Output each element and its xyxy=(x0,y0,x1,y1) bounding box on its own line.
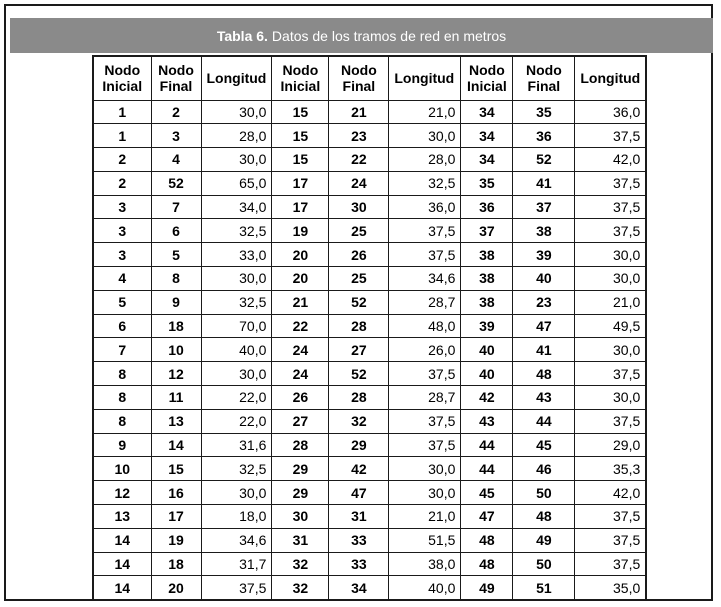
cell-nodo-inicial: 21 xyxy=(272,290,329,314)
header-longitud: Longitud xyxy=(389,56,461,100)
cell-longitud: 28,7 xyxy=(389,290,461,314)
header-nodo-final: Nodo Final xyxy=(513,56,575,100)
cell-nodo-inicial: 8 xyxy=(93,409,151,433)
cell-nodo-inicial: 24 xyxy=(272,362,329,386)
cell-longitud: 48,0 xyxy=(389,314,461,338)
cell-longitud: 30,0 xyxy=(575,338,646,362)
cell-longitud: 37,5 xyxy=(575,219,646,243)
table-row xyxy=(93,100,646,124)
table-row xyxy=(93,314,646,338)
cell-nodo-inicial: 1 xyxy=(93,100,151,124)
table-caption-label: Tabla 6. xyxy=(216,27,268,44)
cell-nodo-inicial: 14 xyxy=(93,528,151,552)
cell-longitud: 29,0 xyxy=(575,433,646,457)
cell-nodo-inicial: 47 xyxy=(461,505,513,529)
cell-longitud: 37,5 xyxy=(575,195,646,219)
cell-nodo-inicial: 45 xyxy=(461,481,513,505)
cell-nodo-final: 52 xyxy=(513,148,575,172)
cell-longitud: 30,0 xyxy=(201,362,272,386)
cell-longitud: 30,0 xyxy=(201,148,272,172)
cell-nodo-final: 7 xyxy=(151,195,201,219)
cell-nodo-inicial: 22 xyxy=(272,314,329,338)
table-caption-text: Datos de los tramos de red en metros xyxy=(271,27,507,44)
cell-nodo-final: 50 xyxy=(513,552,575,576)
cell-nodo-inicial: 3 xyxy=(93,219,151,243)
cell-nodo-final: 48 xyxy=(513,505,575,529)
cell-nodo-inicial: 31 xyxy=(272,528,329,552)
cell-nodo-final: 35 xyxy=(513,100,575,124)
cell-nodo-final: 48 xyxy=(513,362,575,386)
cell-nodo-final: 37 xyxy=(513,195,575,219)
cell-nodo-inicial: 12 xyxy=(93,481,151,505)
cell-nodo-final: 6 xyxy=(151,219,201,243)
cell-longitud: 32,5 xyxy=(201,219,272,243)
cell-longitud: 70,0 xyxy=(201,314,272,338)
cell-nodo-final: 42 xyxy=(329,457,389,481)
cell-longitud: 37,5 xyxy=(389,219,461,243)
cell-nodo-inicial: 42 xyxy=(461,386,513,410)
cell-nodo-final: 49 xyxy=(513,528,575,552)
cell-nodo-inicial: 5 xyxy=(93,290,151,314)
cell-longitud: 42,0 xyxy=(575,481,646,505)
cell-nodo-inicial: 20 xyxy=(272,267,329,291)
cell-longitud: 30,0 xyxy=(575,243,646,267)
cell-nodo-inicial: 28 xyxy=(272,433,329,457)
cell-nodo-inicial: 37 xyxy=(461,219,513,243)
header-longitud: Longitud xyxy=(201,56,272,100)
cell-nodo-final: 17 xyxy=(151,505,201,529)
cell-nodo-final: 28 xyxy=(329,314,389,338)
cell-nodo-final: 45 xyxy=(513,433,575,457)
cell-longitud: 28,0 xyxy=(389,148,461,172)
cell-longitud: 37,5 xyxy=(575,528,646,552)
cell-nodo-final: 8 xyxy=(151,267,201,291)
cell-nodo-final: 23 xyxy=(513,290,575,314)
cell-nodo-inicial: 38 xyxy=(461,243,513,267)
cell-nodo-inicial: 49 xyxy=(461,576,513,600)
cell-nodo-final: 30 xyxy=(329,195,389,219)
cell-nodo-inicial: 4 xyxy=(93,267,151,291)
cell-nodo-inicial: 14 xyxy=(93,576,151,600)
cell-longitud: 37,5 xyxy=(575,171,646,195)
cell-nodo-inicial: 32 xyxy=(272,576,329,600)
cell-nodo-final: 19 xyxy=(151,528,201,552)
table-row xyxy=(93,124,646,148)
cell-nodo-final: 10 xyxy=(151,338,201,362)
cell-nodo-inicial: 35 xyxy=(461,171,513,195)
cell-nodo-inicial: 36 xyxy=(461,195,513,219)
cell-nodo-final: 44 xyxy=(513,409,575,433)
cell-longitud: 30,0 xyxy=(201,481,272,505)
cell-longitud: 37,5 xyxy=(575,362,646,386)
cell-nodo-inicial: 1 xyxy=(93,124,151,148)
cell-nodo-final: 20 xyxy=(151,576,201,600)
cell-nodo-final: 34 xyxy=(329,576,389,600)
cell-longitud: 36,0 xyxy=(389,195,461,219)
cell-nodo-inicial: 40 xyxy=(461,362,513,386)
cell-nodo-inicial: 29 xyxy=(272,457,329,481)
cell-nodo-final: 29 xyxy=(329,433,389,457)
table-row xyxy=(93,171,646,195)
cell-nodo-final: 28 xyxy=(329,386,389,410)
table-row xyxy=(93,290,646,314)
cell-nodo-inicial: 43 xyxy=(461,409,513,433)
network-segments-table xyxy=(92,55,647,601)
cell-nodo-final: 52 xyxy=(151,171,201,195)
header-nodo-inicial: Nodo Inicial xyxy=(93,56,151,100)
cell-nodo-inicial: 34 xyxy=(461,100,513,124)
table-body xyxy=(93,100,646,600)
cell-nodo-final: 25 xyxy=(329,267,389,291)
cell-longitud: 65,0 xyxy=(201,171,272,195)
cell-nodo-final: 3 xyxy=(151,124,201,148)
cell-longitud: 30,0 xyxy=(575,386,646,410)
cell-nodo-inicial: 48 xyxy=(461,528,513,552)
cell-nodo-final: 50 xyxy=(513,481,575,505)
table-row xyxy=(93,148,646,172)
cell-nodo-inicial: 44 xyxy=(461,433,513,457)
cell-nodo-inicial: 13 xyxy=(93,505,151,529)
table-row xyxy=(93,481,646,505)
table-row xyxy=(93,267,646,291)
header-nodo-final: Nodo Final xyxy=(151,56,201,100)
table-row xyxy=(93,409,646,433)
cell-nodo-final: 47 xyxy=(329,481,389,505)
cell-longitud: 21,0 xyxy=(575,290,646,314)
cell-longitud: 49,5 xyxy=(575,314,646,338)
cell-nodo-inicial: 34 xyxy=(461,148,513,172)
cell-longitud: 34,6 xyxy=(201,528,272,552)
cell-longitud: 22,0 xyxy=(201,409,272,433)
table-header-row xyxy=(93,56,646,100)
cell-longitud: 30,0 xyxy=(201,267,272,291)
cell-longitud: 21,0 xyxy=(389,100,461,124)
cell-nodo-final: 41 xyxy=(513,171,575,195)
cell-nodo-final: 4 xyxy=(151,148,201,172)
cell-nodo-inicial: 38 xyxy=(461,290,513,314)
cell-nodo-inicial: 2 xyxy=(93,171,151,195)
cell-longitud: 37,5 xyxy=(575,552,646,576)
cell-nodo-inicial: 15 xyxy=(272,148,329,172)
cell-longitud: 37,5 xyxy=(389,409,461,433)
cell-longitud: 32,5 xyxy=(389,171,461,195)
cell-nodo-final: 13 xyxy=(151,409,201,433)
table-row xyxy=(93,552,646,576)
cell-nodo-inicial: 3 xyxy=(93,195,151,219)
cell-nodo-final: 9 xyxy=(151,290,201,314)
cell-nodo-inicial: 24 xyxy=(272,338,329,362)
cell-nodo-final: 51 xyxy=(513,576,575,600)
cell-nodo-final: 43 xyxy=(513,386,575,410)
cell-nodo-final: 25 xyxy=(329,219,389,243)
cell-longitud: 37,5 xyxy=(389,362,461,386)
table-row xyxy=(93,386,646,410)
cell-longitud: 21,0 xyxy=(389,505,461,529)
cell-longitud: 22,0 xyxy=(201,386,272,410)
cell-longitud: 28,7 xyxy=(389,386,461,410)
cell-longitud: 30,0 xyxy=(201,100,272,124)
cell-nodo-inicial: 26 xyxy=(272,386,329,410)
cell-longitud: 51,5 xyxy=(389,528,461,552)
cell-nodo-inicial: 40 xyxy=(461,338,513,362)
cell-longitud: 37,5 xyxy=(575,124,646,148)
cell-nodo-inicial: 10 xyxy=(93,457,151,481)
cell-longitud: 26,0 xyxy=(389,338,461,362)
cell-nodo-inicial: 8 xyxy=(93,362,151,386)
table-row xyxy=(93,528,646,552)
cell-nodo-inicial: 2 xyxy=(93,148,151,172)
cell-nodo-final: 52 xyxy=(329,362,389,386)
cell-longitud: 18,0 xyxy=(201,505,272,529)
cell-longitud: 37,5 xyxy=(389,243,461,267)
cell-nodo-inicial: 38 xyxy=(461,267,513,291)
table-row xyxy=(93,505,646,529)
cell-nodo-final: 12 xyxy=(151,362,201,386)
cell-nodo-final: 36 xyxy=(513,124,575,148)
cell-longitud: 42,0 xyxy=(575,148,646,172)
cell-nodo-final: 16 xyxy=(151,481,201,505)
cell-longitud: 37,5 xyxy=(575,409,646,433)
header-nodo-inicial: Nodo Inicial xyxy=(272,56,329,100)
cell-nodo-final: 18 xyxy=(151,552,201,576)
cell-nodo-final: 24 xyxy=(329,171,389,195)
cell-nodo-inicial: 6 xyxy=(93,314,151,338)
cell-nodo-inicial: 7 xyxy=(93,338,151,362)
cell-nodo-inicial: 8 xyxy=(93,386,151,410)
cell-nodo-final: 38 xyxy=(513,219,575,243)
cell-nodo-final: 52 xyxy=(329,290,389,314)
cell-nodo-inicial: 15 xyxy=(272,124,329,148)
cell-longitud: 31,6 xyxy=(201,433,272,457)
cell-nodo-final: 22 xyxy=(329,148,389,172)
cell-nodo-inicial: 19 xyxy=(272,219,329,243)
cell-longitud: 35,3 xyxy=(575,457,646,481)
cell-longitud: 32,5 xyxy=(201,290,272,314)
cell-longitud: 35,0 xyxy=(575,576,646,600)
cell-nodo-inicial: 3 xyxy=(93,243,151,267)
cell-nodo-final: 26 xyxy=(329,243,389,267)
cell-longitud: 30,0 xyxy=(389,124,461,148)
cell-longitud: 33,0 xyxy=(201,243,272,267)
table-row xyxy=(93,243,646,267)
cell-nodo-inicial: 9 xyxy=(93,433,151,457)
cell-longitud: 36,0 xyxy=(575,100,646,124)
cell-longitud: 32,5 xyxy=(201,457,272,481)
table-row xyxy=(93,219,646,243)
cell-nodo-final: 40 xyxy=(513,267,575,291)
table-row xyxy=(93,362,646,386)
cell-nodo-final: 31 xyxy=(329,505,389,529)
cell-nodo-final: 2 xyxy=(151,100,201,124)
cell-nodo-final: 23 xyxy=(329,124,389,148)
cell-nodo-final: 33 xyxy=(329,528,389,552)
table-row xyxy=(93,457,646,481)
cell-nodo-final: 47 xyxy=(513,314,575,338)
table-row xyxy=(93,433,646,457)
cell-longitud: 30,0 xyxy=(389,457,461,481)
cell-nodo-inicial: 39 xyxy=(461,314,513,338)
cell-nodo-final: 39 xyxy=(513,243,575,267)
cell-nodo-final: 15 xyxy=(151,457,201,481)
cell-longitud: 34,6 xyxy=(389,267,461,291)
header-nodo-final: Nodo Final xyxy=(329,56,389,100)
cell-nodo-inicial: 20 xyxy=(272,243,329,267)
cell-nodo-inicial: 29 xyxy=(272,481,329,505)
cell-nodo-final: 18 xyxy=(151,314,201,338)
cell-longitud: 37,5 xyxy=(575,505,646,529)
cell-nodo-final: 5 xyxy=(151,243,201,267)
cell-nodo-inicial: 17 xyxy=(272,195,329,219)
cell-nodo-inicial: 17 xyxy=(272,171,329,195)
cell-longitud: 31,7 xyxy=(201,552,272,576)
cell-nodo-final: 14 xyxy=(151,433,201,457)
header-nodo-inicial: Nodo Inicial xyxy=(461,56,513,100)
cell-longitud: 28,0 xyxy=(201,124,272,148)
cell-nodo-final: 46 xyxy=(513,457,575,481)
table-caption xyxy=(10,18,713,53)
cell-nodo-final: 21 xyxy=(329,100,389,124)
cell-longitud: 30,0 xyxy=(575,267,646,291)
cell-longitud: 37,5 xyxy=(389,433,461,457)
cell-nodo-inicial: 30 xyxy=(272,505,329,529)
cell-longitud: 34,0 xyxy=(201,195,272,219)
cell-nodo-inicial: 32 xyxy=(272,552,329,576)
cell-nodo-inicial: 27 xyxy=(272,409,329,433)
cell-longitud: 40,0 xyxy=(389,576,461,600)
table-row xyxy=(93,338,646,362)
cell-nodo-final: 33 xyxy=(329,552,389,576)
cell-nodo-final: 41 xyxy=(513,338,575,362)
cell-nodo-final: 27 xyxy=(329,338,389,362)
cell-nodo-inicial: 34 xyxy=(461,124,513,148)
cell-nodo-inicial: 48 xyxy=(461,552,513,576)
cell-nodo-inicial: 15 xyxy=(272,100,329,124)
table-row xyxy=(93,576,646,600)
cell-nodo-final: 11 xyxy=(151,386,201,410)
cell-nodo-inicial: 14 xyxy=(93,552,151,576)
table-row xyxy=(93,195,646,219)
cell-longitud: 38,0 xyxy=(389,552,461,576)
cell-longitud: 30,0 xyxy=(389,481,461,505)
header-longitud: Longitud xyxy=(575,56,646,100)
cell-nodo-final: 32 xyxy=(329,409,389,433)
cell-longitud: 40,0 xyxy=(201,338,272,362)
cell-nodo-inicial: 44 xyxy=(461,457,513,481)
cell-longitud: 37,5 xyxy=(201,576,272,600)
